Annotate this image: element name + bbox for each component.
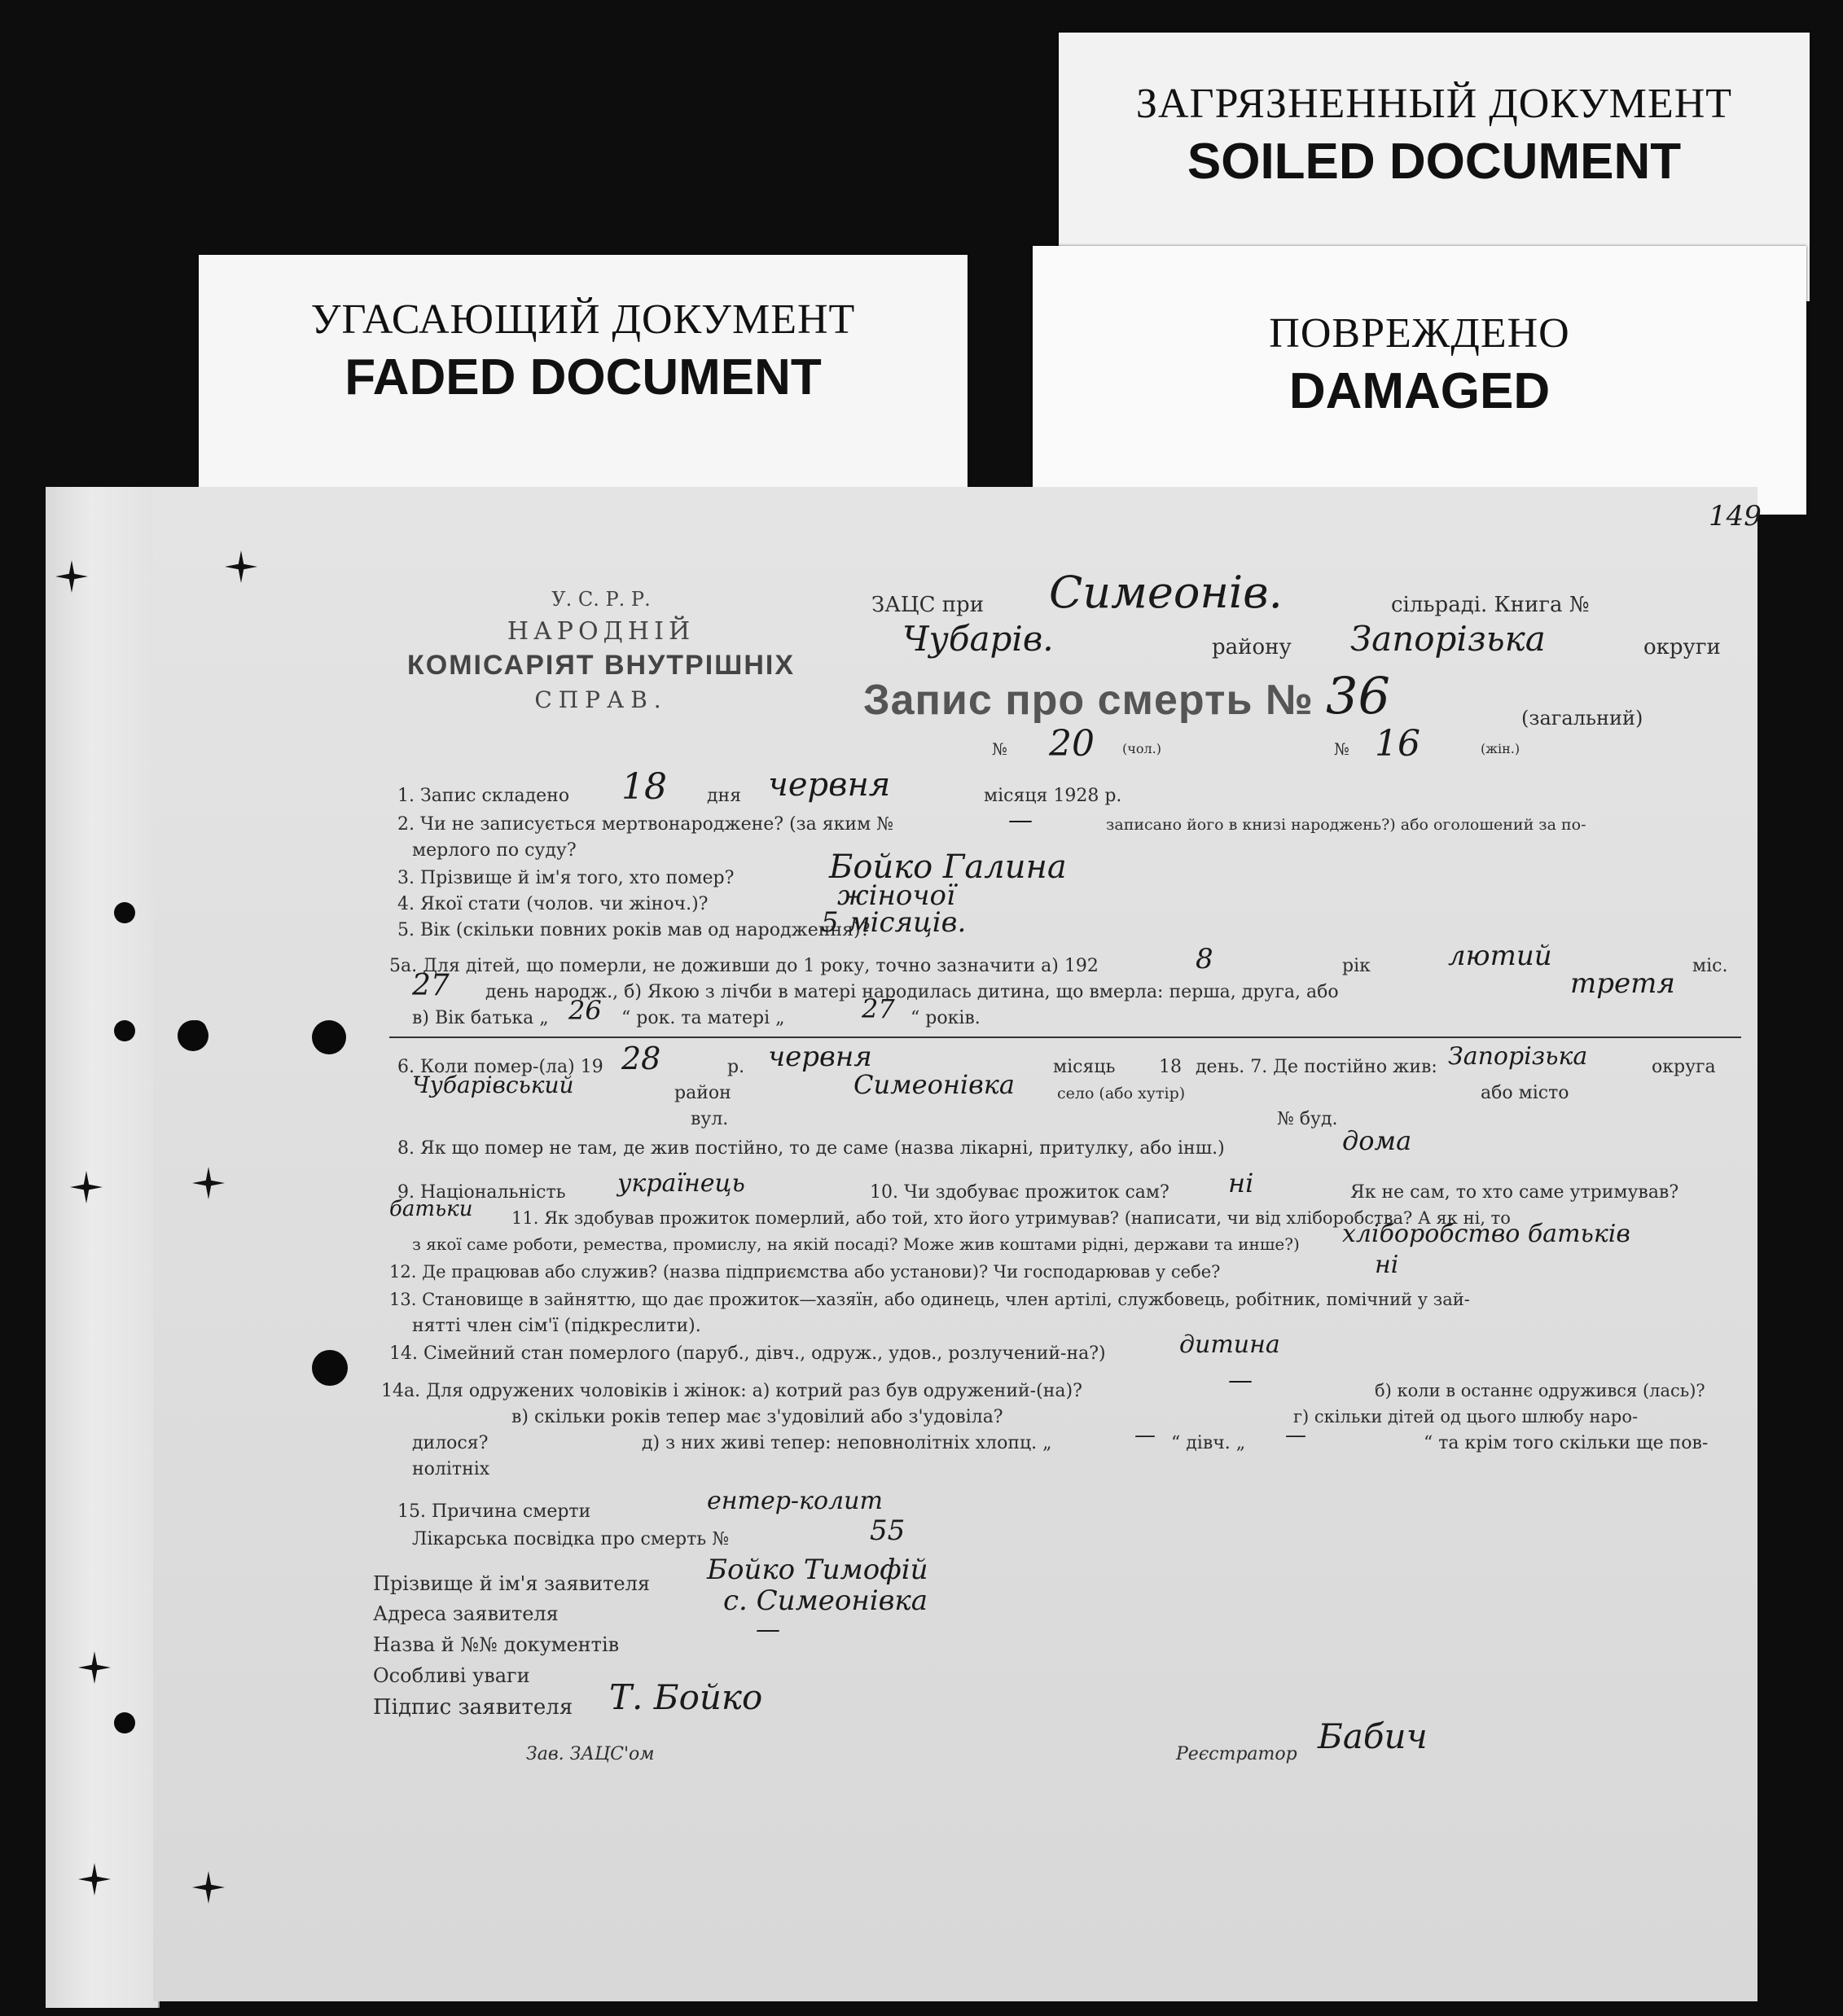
field-14a-g: г) скільки дітей од цього шлюбу наро- <box>1293 1407 1639 1427</box>
general-label: (загальний) <box>1521 707 1643 730</box>
field-7-rayon-label: район <box>674 1083 731 1103</box>
field-14a-boys: — <box>1134 1423 1156 1448</box>
card-ru-text: УГАСАЮЩИЙ ДОКУМЕНТ <box>310 296 856 343</box>
field-11-value: хліборобство батьків <box>1342 1220 1630 1248</box>
header-line2: НАРОДНІЙ <box>507 617 696 646</box>
field-7-rayon: Чубарівський <box>412 1072 574 1098</box>
field-7-bud: № буд. <box>1277 1109 1338 1129</box>
field-5a-month: лютий <box>1448 940 1552 972</box>
field-5a-day: 27 <box>412 969 450 1002</box>
field-10-label: 10. Чи здобуває прожиток сам? <box>870 1182 1169 1203</box>
field-14a-girls: — <box>1285 1423 1306 1448</box>
card-en-text: DAMAGED <box>1288 363 1551 419</box>
silrada-value: Симеонів. <box>1049 567 1283 618</box>
registrar-signature: Бабич <box>1318 1716 1428 1756</box>
field-3-value: Бойко Галина <box>829 848 1067 886</box>
field-6-day: 18 <box>1159 1057 1182 1077</box>
field-5a-rokiv: “ років. <box>911 1008 981 1028</box>
field-14a-rest: “ та крім того скільки ще пов- <box>1424 1433 1709 1453</box>
field-5a-cont: день народж., б) Якою з лічби в матері народилась дитина, що вмерла: перша, друга, або <box>485 982 1339 1002</box>
field-5a-rik: рік <box>1342 956 1371 976</box>
field-4-label: 4. Якої стати (чолов. чи жіноч.)? <box>397 894 709 914</box>
female-number: 16 <box>1375 723 1420 765</box>
field-7-selo-label: село (або хутір) <box>1057 1085 1186 1102</box>
field-5a-mother: 27 <box>862 993 895 1024</box>
punch-hole-icon <box>192 1871 225 1904</box>
field-5a-label: 5а. Для дітей, що померли, не доживши до 1 року, точно зазначити а) 192 <box>389 956 1099 976</box>
field-2-dash: — <box>1008 806 1033 835</box>
field-11-label: 11. Як здобував прожиток померлий, або той, хто його утримував? (написати, чи від хліборобства? А як ні, то <box>511 1208 1511 1228</box>
remarks-label: Особливі уваги <box>373 1664 530 1687</box>
punch-hole-icon <box>186 1020 207 1041</box>
field-2-rest: записано його в книзі народжень?) або оголошений за по- <box>1106 816 1586 834</box>
zhin-label: (жін.) <box>1481 741 1520 756</box>
field-14a-g-cont: дилося? <box>412 1433 489 1453</box>
record-number: 36 <box>1326 666 1390 725</box>
header-line1: У. С. Р. Р. <box>551 588 651 611</box>
field-2-label: 2. Чи не записується мертвонароджене? (за яким № <box>397 814 893 835</box>
field-5a-father-label: в) Вік батька „ <box>412 1008 549 1028</box>
field-14a-d: д) з них живі тепер: неповнолітніх хлопц. „ <box>642 1433 1052 1453</box>
field-1-month: червня <box>768 766 891 804</box>
field-14a-dash: — <box>1228 1366 1253 1395</box>
punch-hole-icon <box>225 550 257 583</box>
field-14a-b: б) коли в останнє одружився (лась)? <box>1375 1381 1705 1400</box>
damaged-card <box>1033 246 1806 515</box>
card-ru-text: ПОВРЕЖДЕНО <box>1269 310 1570 357</box>
binding-strip <box>46 487 160 2008</box>
field-5a-mis: міс. <box>1692 956 1728 976</box>
field-8-label: 8. Як що помер не там, де жив постійно, то де саме (назва лікарні, притулку, або інш.) <box>397 1138 1225 1159</box>
chol-label: (чол.) <box>1122 741 1161 756</box>
field-7-okrug: Запорізька <box>1448 1042 1588 1071</box>
no-label: № <box>992 739 1007 759</box>
field-15-cert-label: Лікарська посвідка про смерть № <box>412 1529 730 1549</box>
punch-hole-icon <box>114 1712 135 1733</box>
field-3-label: 3. Прізвище й ім'я того, хто помер? <box>397 868 735 888</box>
applicant-name-label: Прізвище й ім'я заявителя <box>373 1572 650 1595</box>
male-number: 20 <box>1049 723 1095 765</box>
punch-hole-icon <box>192 1167 225 1199</box>
field-14a-divch: “ дівч. „ <box>1171 1433 1246 1453</box>
applicant-signature-label: Підпис заявителя <box>373 1695 573 1720</box>
applicant-address-value: с. Симеонівка <box>723 1584 928 1617</box>
field-10-value: ні <box>1228 1168 1254 1199</box>
field-14-label: 14. Сімейний стан померлого (паруб., дівч., одруж., удов., розлучений-на?) <box>389 1343 1106 1364</box>
field-13-label: 13. Становище в зайняттю, що дає прожиток—хазяїн, або одинець, член артілі, службовець, робітник, помічний у зай- <box>389 1290 1470 1309</box>
field-6-r: р. <box>727 1057 745 1077</box>
field-9-value: українець <box>617 1169 745 1198</box>
field-5-value: 5 місяців. <box>821 906 967 939</box>
punch-hole-icon <box>312 1350 348 1386</box>
field-5a-order: третя <box>1570 967 1675 1000</box>
field-1-dnia: дня <box>707 786 742 806</box>
field-7-selo: Симеонівка <box>853 1069 1015 1100</box>
field-1-day: 18 <box>621 766 667 808</box>
field-14a-adults: нолітніх <box>412 1459 490 1479</box>
record-title: Запис про смерть № <box>863 677 1314 724</box>
card-en-text: SOILED DOCUMENT <box>1187 134 1682 190</box>
zags-head-label: Зав. ЗАЦС'ом <box>526 1744 655 1764</box>
okrugy-label: округи <box>1643 635 1721 660</box>
punch-hole-icon <box>78 1863 111 1895</box>
field-4-value: жіночої <box>837 879 955 912</box>
field-11-cont: з якої саме роботи, ремества, промислу, на якій посаді? Може жив коштами рідні, держави та инше?) <box>412 1234 1300 1254</box>
punch-hole-icon <box>312 1020 346 1054</box>
field-6-month: червня <box>768 1041 872 1073</box>
registrar-label: Реєстратор <box>1176 1744 1297 1764</box>
field-13-cont: нятті член сім'ї (підкреслити). <box>412 1316 701 1336</box>
field-5a-father: 26 <box>568 995 602 1026</box>
field-12-label: 12. Де працював або служив? (назва підприємства або установи)? Чи господарював у себе? <box>389 1262 1221 1282</box>
divider <box>389 1036 1741 1038</box>
zags-label: ЗАЦС при <box>871 593 985 617</box>
punch-hole-icon <box>114 1020 135 1041</box>
field-7-vul: вул. <box>691 1109 729 1129</box>
field-15-label: 15. Причина смерти <box>397 1501 591 1522</box>
field-2-cont: мерлого по суду? <box>412 840 577 861</box>
field-5a-year: 8 <box>1196 943 1213 975</box>
field-7-label: день. 7. Де постійно жив: <box>1196 1057 1437 1077</box>
header-line3: КОМІСАРІЯТ ВНУТРІШНІХ <box>407 650 795 681</box>
applicant-name-value: Бойко Тимофій <box>707 1554 928 1586</box>
punch-hole-icon <box>70 1171 103 1203</box>
rayon-value: Чубарів. <box>902 619 1054 659</box>
documents-value: — <box>756 1615 780 1644</box>
punch-hole-icon <box>114 902 135 923</box>
field-14a-label: 14а. Для одружених чоловіків і жінок: а) котрий раз був одружений-(на)? <box>381 1381 1082 1401</box>
field-1-label: 1. Запис складено <box>397 786 570 806</box>
silradi-label: сільраді. Книга № <box>1391 593 1590 617</box>
field-15-cert-number: 55 <box>870 1514 906 1547</box>
documents-label: Назва й №№ документів <box>373 1633 620 1656</box>
field-15-value: ентер-колит <box>707 1487 883 1515</box>
okrug-value: Запорізька <box>1350 619 1546 659</box>
card-ru-text: ЗАГРЯЗНЕННЫЙ ДОКУМЕНТ <box>1135 81 1733 127</box>
header-line4: СПРАВ. <box>534 686 668 713</box>
field-7-okruga: округа <box>1652 1057 1716 1077</box>
sheet-number: 149 <box>1709 500 1762 532</box>
field-8-value: дома <box>1342 1125 1412 1156</box>
applicant-signature: Т. Бойко <box>609 1677 763 1717</box>
punch-hole-icon <box>78 1651 111 1684</box>
death-record-form <box>153 487 1762 2001</box>
card-en-text: FADED DOCUMENT <box>344 349 822 405</box>
applicant-address-label: Адреса заявителя <box>373 1602 559 1625</box>
field-10-who-label: Як не сам, то хто саме утримував? <box>1350 1182 1679 1203</box>
rayonu-label: району <box>1212 635 1292 660</box>
field-14a-v: в) скільки років тепер має з'удовілий або з'удовіла? <box>511 1407 1003 1427</box>
field-6-label: 6. Коли помер-(ла) 19 <box>397 1057 603 1077</box>
field-9-label: 9. Національність <box>397 1182 566 1203</box>
field-1-year: місяця 1928 р. <box>984 786 1122 806</box>
field-12-value: ні <box>1375 1251 1399 1279</box>
field-10-who-value: батьки <box>389 1197 473 1221</box>
field-6-year: 28 <box>621 1041 661 1076</box>
punch-hole-icon <box>55 560 88 593</box>
field-14-value: дитина <box>1179 1330 1280 1359</box>
field-7-misto: або місто <box>1481 1083 1569 1103</box>
no-label: № <box>1334 739 1349 759</box>
field-5a-mother-label: “ рок. та матері „ <box>621 1008 785 1028</box>
field-6-mis: місяць <box>1053 1057 1116 1077</box>
field-5-label: 5. Вік (скільки повних років мав од народження)? <box>397 920 871 940</box>
